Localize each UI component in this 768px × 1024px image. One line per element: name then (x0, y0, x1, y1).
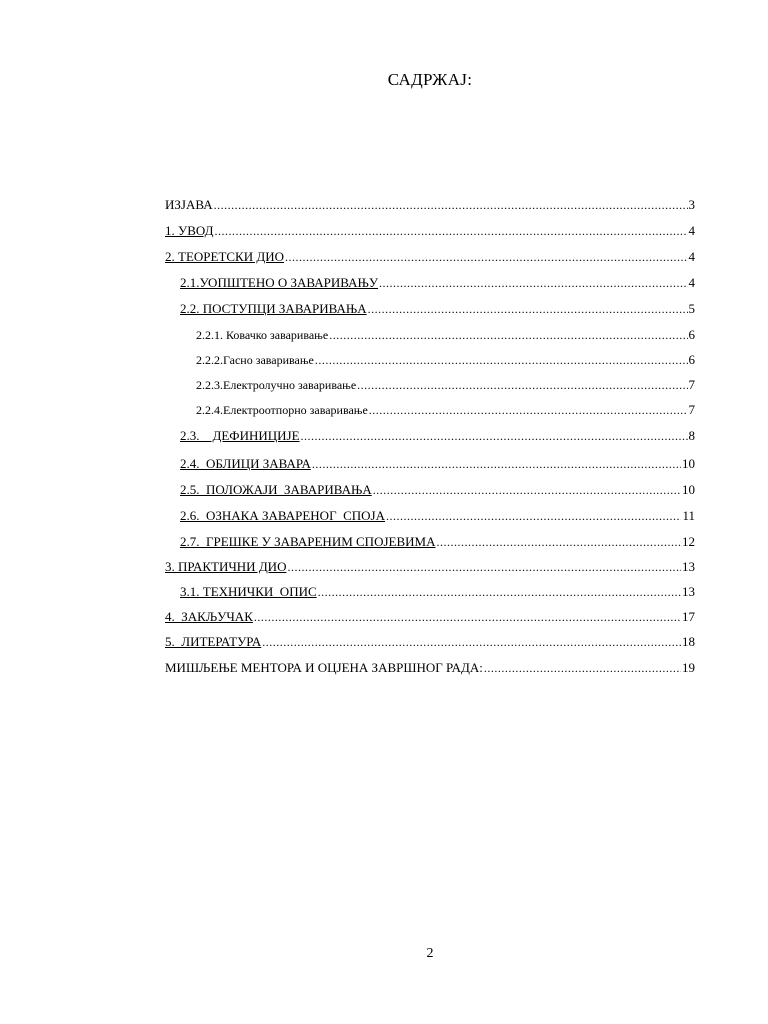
toc-entry-label: 2.5. ПОЛОЖАЈИ ЗАВАРИВАЊА (180, 482, 372, 497)
toc-leader-dots (254, 608, 681, 626)
toc-entry-forge-welding[interactable] (196, 326, 695, 344)
toc-entry-label: МИШЉЕЊЕ МЕНТОРА И ОЦЈЕНА ЗАВРШНОГ РАДА: (165, 660, 483, 675)
toc-entry-page: 17 (682, 609, 695, 624)
toc-leader-dots (484, 659, 681, 677)
toc-entry-label: 2.4. ОБЛИЦИ ЗАВАРА (180, 456, 311, 471)
toc-entry-page: 5 (688, 301, 695, 316)
toc-entry-label: 2.2.3.Електролучно заваривање (196, 378, 357, 392)
toc-leader-dots (214, 222, 687, 240)
toc-entry-mentor-opinion[interactable] (165, 659, 695, 677)
toc-entry-page: 18 (682, 634, 695, 649)
toc-entry-practical-part[interactable] (165, 558, 695, 576)
toc-leader-dots (357, 376, 687, 394)
toc-leader-dots (315, 351, 688, 369)
toc-entry-page: 10 (682, 482, 695, 497)
toc-entry-label: 3.1. ТЕХНИЧКИ ОПИС (180, 584, 317, 599)
toc-entry-page: 8 (688, 428, 695, 443)
toc-entry-page: 10 (682, 456, 695, 471)
toc-entry-page: 13 (682, 584, 695, 599)
toc-leader-dots (301, 427, 688, 445)
toc-entry-page: 4 (688, 223, 695, 238)
toc-entry-label: 2.2.4.Електроотпорно заваривање (196, 403, 368, 417)
toc-entry-weld-shapes[interactable] (180, 455, 695, 473)
toc-entry-page: 4 (688, 275, 695, 290)
toc-entry-arc-welding[interactable] (196, 376, 695, 394)
toc-entry-page: 13 (682, 559, 695, 574)
toc-entry-page: 12 (682, 534, 695, 549)
toc-entry-page: 4 (688, 249, 695, 264)
toc-entry-literature[interactable] (165, 633, 695, 651)
toc-entry-label: 2.3. ДЕФИНИЦИЈЕ (180, 428, 300, 443)
toc-entry-label: 2. ТЕОРЕТСКИ ДИО (165, 249, 285, 264)
toc-entry-page: 11 (682, 508, 695, 523)
toc-leader-dots (287, 558, 681, 576)
page-number: 2 (426, 946, 434, 961)
toc-entry-label: 1. УВОД (165, 223, 214, 238)
toc-leader-dots (329, 326, 687, 344)
toc-entry-resistance-welding[interactable] (196, 401, 695, 419)
toc-leader-dots (369, 401, 688, 419)
toc-entry-page: 19 (682, 660, 695, 675)
toc-entry-technical-description[interactable] (180, 583, 695, 601)
toc-entry-conclusion[interactable] (165, 608, 695, 626)
toc-leader-dots (368, 300, 688, 318)
toc-entry-definitions[interactable] (180, 427, 695, 445)
toc-entry-introduction[interactable] (165, 222, 695, 240)
toc-entry-page: 7 (688, 377, 695, 392)
toc-leader-dots (214, 196, 688, 214)
toc-entry-label: 5. ЛИТЕРАТУРА (165, 634, 262, 649)
toc-entry-label: 2.2.2.Гасно заваривање (196, 353, 314, 367)
toc-entry-weld-defects[interactable] (180, 533, 695, 551)
toc-leader-dots (386, 507, 681, 525)
toc-entry-welding-positions[interactable] (180, 481, 695, 499)
toc-entry-page: 3 (688, 197, 695, 212)
toc-entry-page: 6 (688, 327, 695, 342)
toc-entry-page: 6 (688, 352, 695, 367)
toc-entry-welding-procedures[interactable] (180, 300, 695, 318)
toc-leader-dots (285, 248, 687, 266)
toc-entry-statement[interactable] (165, 196, 695, 214)
toc-entry-label: 2.6. ОЗНАКА ЗАВАРЕНОГ СПОЈА (180, 508, 385, 523)
toc-leader-dots (373, 481, 681, 499)
toc-entry-label: ИЗЈАВА (165, 197, 213, 212)
toc-entry-theoretical-part[interactable] (165, 248, 695, 266)
toc-entry-label: 2.2.1. Ковачко заваривање (196, 328, 329, 342)
toc-leader-dots (436, 533, 681, 551)
toc-entry-gas-welding[interactable] (196, 351, 695, 369)
toc-entry-label: 4. ЗАКЉУЧАК (165, 609, 253, 624)
toc-leader-dots (312, 455, 681, 473)
toc-entry-label: 2.7. ГРЕШКЕ У ЗАВАРЕНИМ СПОЈЕВИМА (180, 534, 436, 549)
toc-entry-page: 7 (688, 402, 695, 417)
toc-entry-label: 2.1.УОПШТЕНО О ЗАВАРИВАЊУ (180, 275, 379, 290)
toc-entry-label: 2.2. ПОСТУПЦИ ЗАВАРИВАЊА (180, 301, 367, 316)
toc-entry-weld-joint-marking[interactable] (180, 507, 695, 525)
toc-leader-dots (262, 633, 681, 651)
toc-entry-label: 3. ПРАКТИЧНИ ДИО (165, 559, 287, 574)
toc-leader-dots (318, 583, 681, 601)
page-title: САДРЖАЈ: (387, 70, 473, 89)
toc-leader-dots (379, 274, 687, 292)
toc-entry-general-welding[interactable] (180, 274, 695, 292)
